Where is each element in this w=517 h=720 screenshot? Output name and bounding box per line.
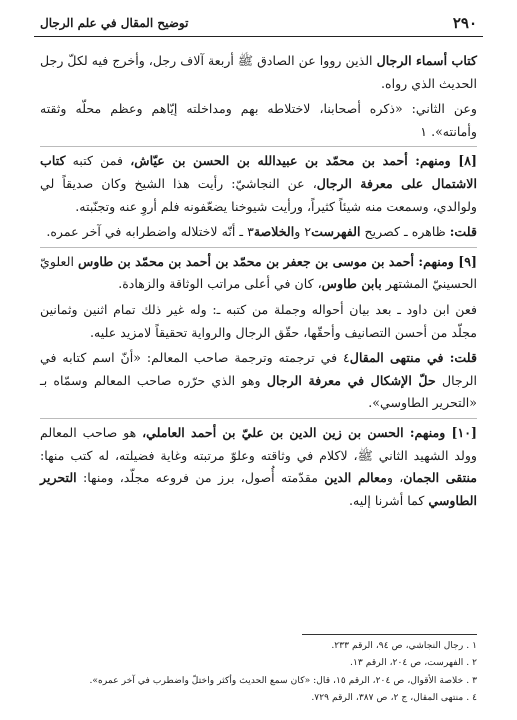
paragraph: [40, 50, 477, 95]
footnotes: [40, 634, 477, 707]
bold-text: منتقى الجمان: [403, 470, 477, 486]
main-text: [40, 50, 477, 515]
text-run: ، عن النجاشيّ: رأيت هذا الشيخ وكان صديقاً لي ولوالدي، وسمعت منه شيئاً كثيراً، ورأيت شيوخنا يضعّفونه فلم أروِ عنه وتجنّبته.: [40, 175, 477, 214]
running-header: [34, 14, 483, 37]
bold-text: الخلاصة: [253, 224, 295, 240]
text-run: مقدّمته أُصول، برز من فروعه مجلّد، ومنها:: [76, 470, 325, 486]
bold-text: معالم الدين: [324, 470, 387, 486]
bold-text: كتاب: [447, 53, 477, 68]
bold-text: منتهى المقال: [349, 350, 421, 366]
text-run: هو صاحب المعالم وولد الشهيد الثاني ﷺ، لاكلام في وثاقته وعلوّ مرتبته وغاية فضيلته، له كتب منها:: [40, 424, 477, 463]
text-run: كما أشرنا إليه.: [349, 492, 429, 508]
bold-text: [٩] ومنهم: أحمد بن موسى بن جعفر بن محمّد بن أحمد بن محمّد بن طاوس: [77, 253, 477, 269]
paragraph: [40, 422, 477, 512]
text-run: ظاهره ـ كصريح: [360, 224, 450, 240]
paragraph-separator: [40, 247, 477, 248]
bold-text: قلت: في: [420, 350, 477, 366]
footnote-separator: [302, 634, 477, 635]
paragraph-separator: [40, 418, 477, 419]
text-run: فعن ابن داود ـ بعد بيان أحواله وجملة من كتبه ـ: وله غير ذلك تمام اثنين وثمانين مجلّد من أحسن التصانيف وأحقّها، حقّق الرجال والرواية تحقيقاً لامزيد عليه.: [40, 301, 477, 340]
bold-text: التحرير الطاوسي: [40, 470, 477, 508]
paragraph: [40, 98, 477, 143]
bold-text: [١٠] ومنهم: الحسن بن زين الدين بن عليّ بن أحمد العاملي،: [142, 424, 477, 440]
paragraph: [40, 150, 477, 218]
bold-text: كتاب الاشتمال على معرفة الرجال: [40, 153, 477, 191]
text-run: ٣ ـ أنّه لاختلاله واضطرابه في آخر عمره.: [46, 224, 254, 240]
text-run: ، كان في أعلى مراتب الوثاقة والزهادة.: [118, 276, 322, 292]
page-number: ٢٩٠: [452, 14, 477, 32]
text-run: فمن كتبه: [65, 153, 131, 169]
bold-text: بابن طاوس: [321, 276, 382, 292]
bold-text: قلت:: [449, 224, 477, 240]
text-run: ، و: [386, 470, 404, 486]
text-run: الذين رووا عن الصادق ﷺ أربعة آلاف رجل، وأخرج فيه لكلّ رجل الحديث الذي رواه.: [40, 53, 477, 91]
text-run: ٢ و: [294, 224, 312, 240]
footnote: ٣ . خلاصة الأقوال، ص ٢٠٤، الرقم ١٥، قال: «كان سمع الحديث وأكثر واختلّ واضطرب في آخر عمره».: [89, 674, 477, 686]
text-run: وعن الثاني: «ذكره أصحابنا، لاختلاطه بهم ومداخلته إيّاهم وعظم محلّه وثقته وأمانته». ١: [40, 101, 477, 139]
paragraph: [40, 299, 477, 344]
footnote: ٤ . منتهى المقال، ج ٢، ص ٣٨٧، الرقم ٧٢٩.: [311, 692, 477, 704]
text-run: وهو الذي حرّره صاحب المعالم وسمّاه بـ «التحرير الطاوسي».: [40, 372, 477, 411]
running-title: توضيح المقال في علم الرجال: [40, 16, 189, 30]
paragraph: [40, 347, 477, 415]
bold-text: أسماء الرجال: [376, 53, 448, 68]
text-run: العلويّ الحسينيّ المشتهر: [40, 253, 477, 292]
text-run: ٤ في ترجمته وترجمة صاحب المعالم: «أنّ اسم كتابه في الرجال: [40, 350, 478, 388]
bold-text: [٨] ومنهم: أحمد بن محمّد بن عبيدالله بن الحسن بن عيّاش،: [130, 153, 478, 169]
footnote: ١ . رجال النجاشي، ص ٩٤، الرقم ٢٣٣.: [331, 640, 477, 651]
bold-text: الفهرست: [311, 224, 361, 240]
footnote: ٢ . الفهرست، ص ٢٠٤، الرقم ١٣.: [350, 657, 477, 669]
paragraph: [40, 251, 477, 296]
paragraph-separator: [40, 146, 477, 147]
bold-text: حلّ الإشكال في معرفة الرجال: [266, 372, 436, 388]
paragraph: [40, 221, 477, 244]
